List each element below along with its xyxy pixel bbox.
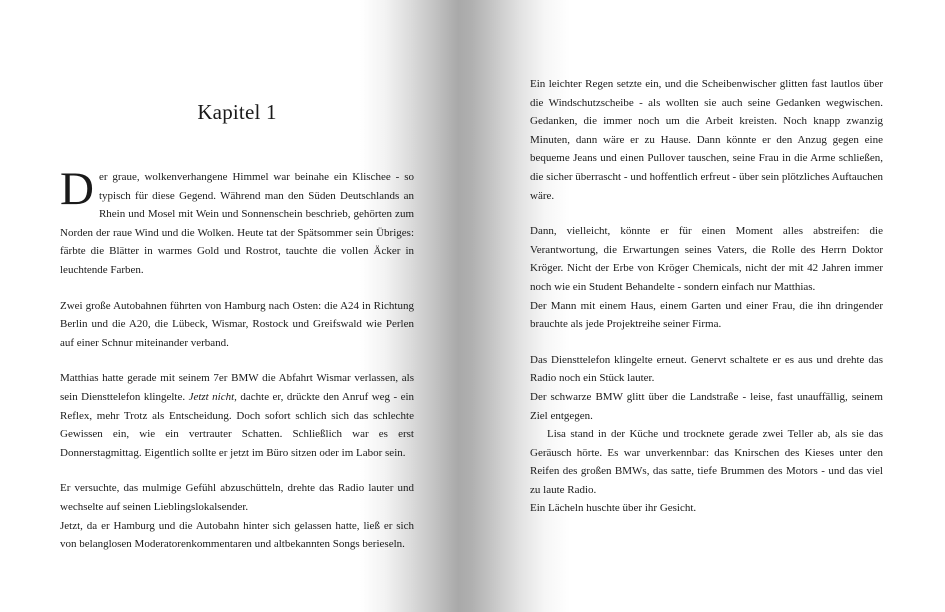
chapter-title: Kapitel 1: [197, 100, 277, 124]
paragraph: Er versuchte, das mulmige Gefühl abzuschütteln, drehte das Radio lauter und wechselte auf seinen Lieblingslokalsender.: [60, 482, 414, 513]
paragraph: Der schwarze BMW glitt über die Landstraße - leise, fast unauffällig, seinem Ziel entgegen.: [530, 390, 883, 422]
paragraph: Dann, vielleicht, könnte er für einen Moment alles abstreifen: die Verantwortung, die Erwartungen seines Vaters, die Rolle des Herrn Doktor Kröger. Nicht der Erbe von Kröger Chemicals, nicht der mit 42 Jahren immer noch wie ein Student Behandelte - sondern einfach nur Matthias.: [530, 225, 883, 293]
paragraph-text: , dachte er, drückte den Anruf weg - ein Reflex, mehr Trotz als Entscheidung. Doch sofort schlich sich das schlechte Gewissen ein, wie ein vertrauter Schatten. Schließlich war es erst Donnerstagmittag. Eigentlich sollte er jetzt im Büro sitzen oder im Labor sein.: [60, 390, 415, 459]
paragraph: [60, 369, 414, 462]
left-page: [60, 0, 414, 612]
paragraph: [60, 163, 414, 280]
paragraph: Ein leichter Regen setzte ein, und die Scheibenwischer glitten fast lautlos über die Windschutzscheibe - als wollten sie auch seine Gedanken wegwischen. Gedanken, die immer noch um die Arbeit kreisten. Noch knapp zwanzig Minuten, dann wäre er zu Hause. Dann könnte er den Anzug gegen eine bequeme Jeans und einen Pullover tauschen, seine Frau in die Arme schließen, die sicher überrascht - und hoffentlich erfreut - über sein plötzliches Auftauchen wäre.: [530, 78, 883, 202]
paragraph-text: Matthias hatte gerade mit seinem 7er BMW die Abfahrt Wismar verlassen, als sein Diensttelefon klingelte.: [60, 372, 414, 403]
paragraph: Jetzt, da er Hamburg und die Autobahn hinter sich gelassen hatte, ließ er sich von belanglosen Moderatorenkommentaren und altbekannten Songs berieseln.: [60, 519, 414, 551]
paragraph-text: er graue, wolkenverhangene Himmel war beinahe ein Klischee - so typisch für diese Gegend. Während man den Süden Deutschlands an Rhein und Mosel mit Wein und Sonnenschein beschrieb, gehörten zum Norden der raue Wind und die Wolken. Heute tat der Spätsommer sein Übriges: färbte die Blätter in warmes Gold und Rostrot, tauchte die vollen Äcker in leuchtende Farben.: [60, 171, 414, 276]
left-page-text: [60, 163, 415, 554]
right-page: [530, 0, 883, 612]
paragraph: Ein Lächeln huschte über ihr Gesicht.: [530, 502, 697, 515]
paragraph: Der Mann mit einem Haus, einem Garten und einer Frau, die ihn dringender brauchte als jede Projektreihe seiner Firma.: [530, 299, 883, 331]
right-page-text: [530, 75, 883, 518]
italic-thought: Jetzt nicht: [188, 390, 235, 403]
paragraph: Lisa stand in der Küche und trocknete gerade zwei Teller ab, als sie das Geräusch hörte. Es war unverkennbar: das Knirschen des Kieses unter den Reifen des großen BMWs, das satte, tiefe Brummen des Motors - und das viel zu laute Radio.: [530, 428, 883, 496]
drop-cap: D: [60, 163, 94, 215]
paragraph: Das Diensttelefon klingelte erneut. Genervt schaltete er es aus und drehte das Radio noch ein Stück lauter.: [530, 353, 883, 385]
paragraph: Zwei große Autobahnen führten von Hamburg nach Osten: die A24 in Richtung Berlin und die A20, die Lübeck, Wismar, Rostock und Greifswald wie Perlen auf einer Schnur miteinander verband.: [60, 299, 414, 349]
